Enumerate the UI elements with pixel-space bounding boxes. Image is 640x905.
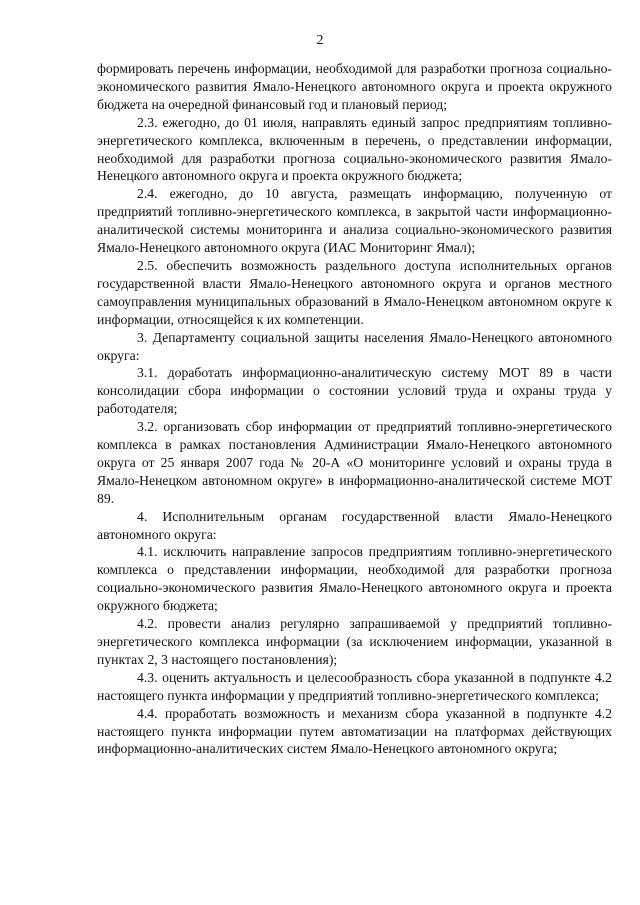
paragraph-2-5: 2.5. обеспечить возможность раздельного доступа исполнительных органов государственной власти Ямало-Ненецкого автономного округа и органов местного самоуправления муниципальных образований в Ямало-Ненецком автономном округе к информации, относящейся к их компетенции. <box>97 257 612 327</box>
paragraph-3-1: 3.1. доработать информационно-аналитическую систему МОТ 89 в части консолидации сбора информации о состоянии условий труда и охраны труда у работодателя; <box>97 365 612 417</box>
document-body <box>97 60 612 758</box>
paragraph-4-2: 4.2. провести анализ регулярно запрашиваемой у предприятий топливно-энергетического комплекса информации (за исключением информации, указанной в пунктах 2, 3 настоящего постановления); <box>97 616 612 667</box>
paragraph-4: 4. Исполнительным органам государственной власти Ямало-Ненецкого автономного округа: <box>97 508 612 542</box>
page-number: 2 <box>316 33 324 48</box>
paragraph-4-4: 4.4. проработать возможность и механизм сбора указанной в подпункте 4.2 настоящего пункта информации путем автоматизации на платформах действующих информационно-аналитических систем Ямало-Ненецкого автономного округа; <box>97 705 612 757</box>
paragraph-2-3: 2.3. ежегодно, до 01 июля, направлять единый запрос предприятиям топливно-энергетического комплекса, включенным в перечень, о представлении информации, необходимой для разработки прогноза социально-экономического развития Ямало-Ненецкого автономного округа и проекта окружного бюджета; <box>97 114 612 184</box>
paragraph-3: 3. Департаменту социальной защиты населения Ямало-Ненецкого автономного округа: <box>97 329 612 363</box>
paragraph-4-3: 4.3. оценить актуальность и целесообразность сбора указанной в подпункте 4.2 настоящего пункта информации у предприятий топливно-энергетического комплекса; <box>97 669 612 703</box>
paragraph-3-2: 3.2. организовать сбор информации от предприятий топливно-энергетического комплекса в рамках постановления Администрации Ямало-Ненецкого автономного округа от 25 января 2007 года № 20-А «О мониторинге условий и охраны труда в Ямало-Ненецком автономном округе» в информационно-аналитической системе МОТ 89. <box>97 419 612 506</box>
paragraph-4-1: 4.1. исключить направление запросов предприятиям топливно-энергетического комплекса о представлении информации, необходимой для разработки прогноза социально-экономического развития Ямало-Ненецкого автономного округа и проекта окружного бюджета; <box>97 544 612 614</box>
paragraph-2-4: 2.4. ежегодно, до 10 августа, размещать информацию, полученную от предприятий топливно-энергетического комплекса, в закрытой части информационно-аналитической системы мониторинга и анализа социально-экономического развития Ямало-Ненецкого автономного округа (ИАС Мониторинг Ямал); <box>97 186 612 256</box>
paragraph-continuation: формировать перечень информации, необходимой для разработки прогноза социально-экономического развития Ямало-Ненецкого автономного округа и проекта окружного бюджета на очередной финансовый год и плановый период; <box>97 61 612 112</box>
